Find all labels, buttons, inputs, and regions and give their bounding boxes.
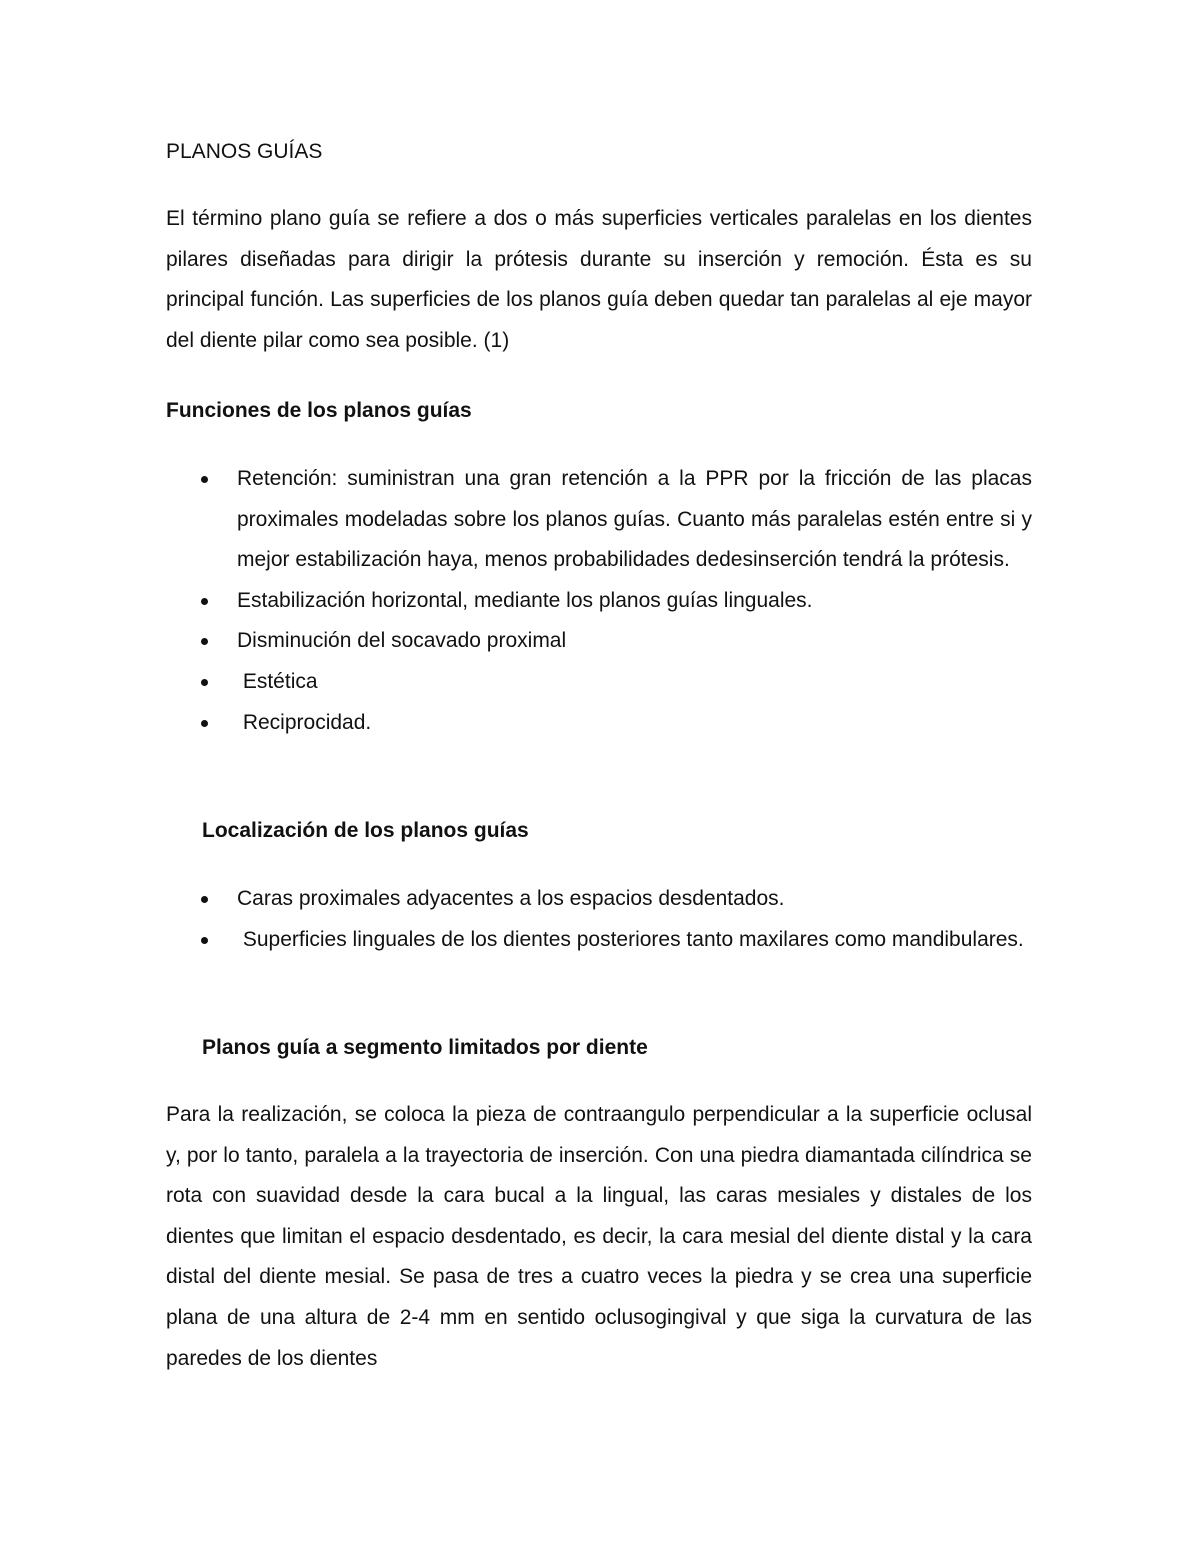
list-item-text: Estética	[237, 669, 318, 693]
list-item	[166, 879, 1032, 920]
list-item	[166, 581, 1032, 622]
localizacion-heading: Localización de los planos guías	[202, 819, 529, 842]
list-item-text: Estabilización horizontal, mediante los planos guías linguales.	[237, 588, 813, 612]
bullet-icon	[201, 896, 208, 903]
funciones-heading: Funciones de los planos guías	[166, 399, 472, 422]
list-item-text: Disminución del socavado proximal	[237, 629, 567, 653]
segmento-paragraph: Para la realización, se coloca la pieza de contraangulo perpendicular a la superficie oclusal y, por lo tanto, paralela a la trayectoria de inserción. Con una piedra diamantada cilíndrica se rota con suavidad desde la cara bucal a la lingual, las caras mesiales y distales de los dientes que limitan el espacio desdentado, es decir, la cara mesial del diente distal y la cara distal del diente mesial. Se pasa de tres a cuatro veces la piedra y se crea una superficie plana de una altura de 2-4 mm en sentido oclusogingival y que siga la curvatura de las paredes de los dientes	[166, 1103, 1032, 1370]
list-item	[166, 459, 1032, 581]
list-item	[166, 920, 1032, 961]
bullet-icon	[201, 638, 208, 645]
list-item-text: Superficies linguales de los dientes posteriores tanto maxilares como mandibulares.	[237, 927, 1024, 951]
list-item	[166, 662, 1032, 703]
list-item-text: Retención: suministran una gran retención a la PPR por la fricción de las placas proximales modeladas sobre los planos guías. Cuanto más paralelas estén entre si y mejor estabilización haya, menos probabilidades dedesinserción tendrá la prótesis.	[237, 467, 1032, 572]
list-item	[166, 621, 1032, 662]
funciones-list	[166, 459, 1032, 743]
bullet-icon	[201, 720, 208, 727]
bullet-icon	[201, 476, 208, 483]
list-item	[166, 703, 1032, 744]
list-item-text: Reciprocidad.	[237, 710, 372, 734]
segmento-heading: Planos guía a segmento limitados por diente	[202, 1036, 648, 1059]
bullet-icon	[201, 598, 208, 605]
bullet-icon	[201, 937, 208, 944]
intro-paragraph: El término plano guía se refiere a dos o más superficies verticales paralelas en los dientes pilares diseñadas para dirigir la prótesis durante su inserción y remoción. Ésta es su principal función. Las superficies de los planos guía deben quedar tan paralelas al eje mayor del diente pilar como sea posible. (1)	[166, 207, 1032, 352]
localizacion-list	[166, 879, 1032, 960]
bullet-icon	[201, 679, 208, 686]
document-title: PLANOS GUÍAS	[166, 140, 323, 163]
list-item-text: Caras proximales adyacentes a los espacios desdentados.	[237, 887, 785, 910]
